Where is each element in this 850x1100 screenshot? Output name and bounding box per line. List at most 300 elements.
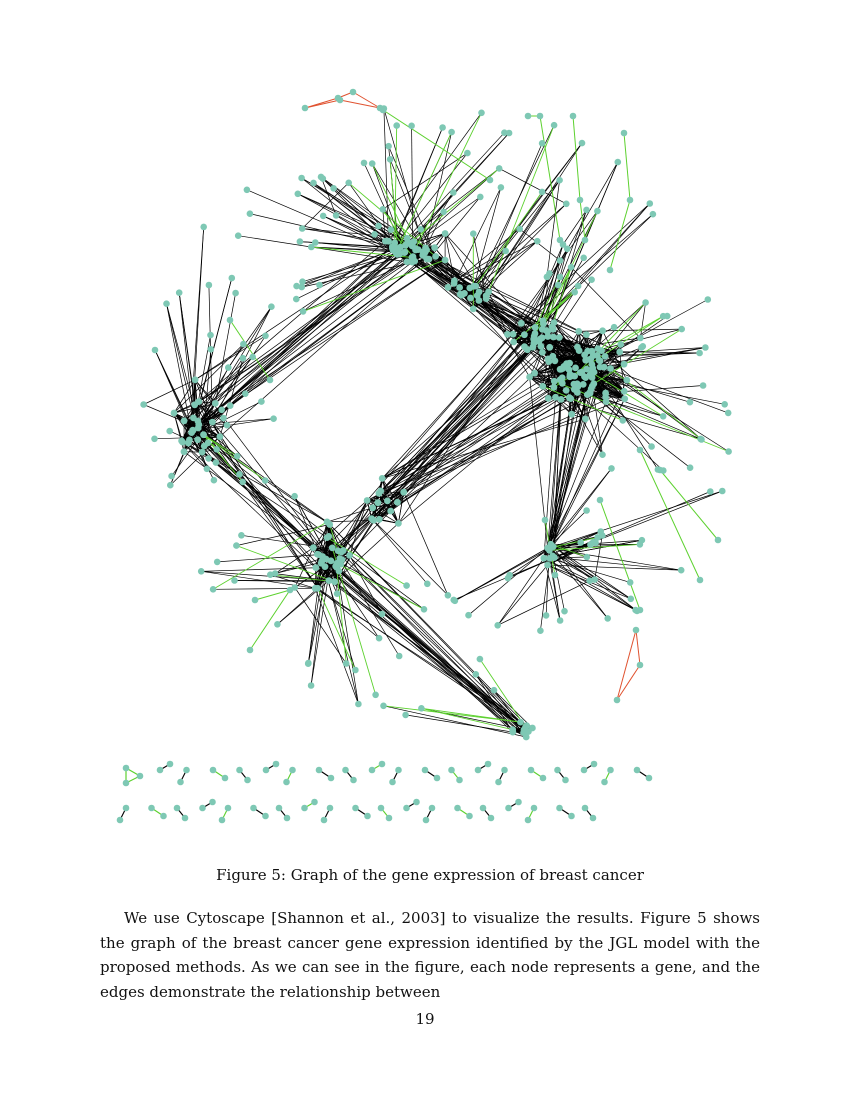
gene-node bbox=[284, 815, 291, 822]
gene-node bbox=[589, 348, 596, 355]
gene-node bbox=[192, 376, 199, 383]
gene-node bbox=[590, 815, 597, 822]
gene-node bbox=[551, 384, 558, 391]
gene-node bbox=[608, 465, 615, 472]
gene-node bbox=[401, 249, 408, 256]
gene-node bbox=[160, 813, 167, 820]
gene-node bbox=[176, 289, 183, 296]
graph-edge bbox=[327, 538, 513, 730]
gene-node bbox=[555, 282, 562, 289]
gene-node bbox=[389, 779, 396, 786]
gene-node bbox=[510, 339, 517, 346]
gene-node bbox=[544, 274, 551, 281]
gene-node bbox=[250, 805, 257, 812]
graph-edge bbox=[374, 520, 448, 595]
gene-node bbox=[336, 568, 343, 575]
gene-node bbox=[450, 597, 457, 604]
gene-node bbox=[599, 532, 606, 539]
gene-node bbox=[546, 344, 553, 351]
gene-node bbox=[384, 498, 391, 505]
gene-node bbox=[583, 207, 590, 214]
gene-node bbox=[637, 662, 644, 669]
gene-node bbox=[621, 130, 628, 137]
gene-node bbox=[587, 541, 594, 548]
gene-node bbox=[556, 805, 563, 812]
gene-node bbox=[552, 357, 559, 364]
gene-node bbox=[456, 284, 463, 291]
graph-edge bbox=[398, 335, 524, 524]
gene-node bbox=[501, 767, 508, 774]
gene-node bbox=[247, 647, 254, 654]
gene-node bbox=[422, 767, 429, 774]
gene-node bbox=[646, 775, 653, 782]
gene-node bbox=[465, 612, 472, 619]
gene-node bbox=[439, 124, 446, 131]
gene-node bbox=[185, 440, 192, 447]
gene-node bbox=[506, 130, 513, 137]
gene-node bbox=[302, 105, 309, 112]
gene-node bbox=[229, 275, 236, 282]
gene-node bbox=[364, 813, 371, 820]
gene-node bbox=[510, 331, 517, 338]
gene-node bbox=[380, 206, 387, 213]
gene-node bbox=[326, 521, 333, 528]
gene-node bbox=[319, 558, 326, 565]
gene-node bbox=[272, 570, 279, 577]
gene-node bbox=[378, 805, 385, 812]
gene-node bbox=[498, 184, 505, 191]
gene-node bbox=[238, 532, 245, 539]
graph-edge bbox=[172, 440, 198, 476]
gene-node bbox=[200, 431, 207, 438]
gene-node bbox=[168, 473, 175, 480]
gene-node bbox=[395, 767, 402, 774]
gene-node bbox=[217, 433, 224, 440]
gene-node bbox=[152, 347, 159, 354]
gene-node bbox=[295, 191, 302, 198]
gene-node bbox=[521, 343, 528, 350]
gene-node bbox=[227, 317, 234, 324]
gene-node bbox=[557, 617, 564, 624]
gene-node bbox=[531, 333, 538, 340]
gene-node bbox=[575, 328, 582, 335]
gene-node bbox=[495, 779, 502, 786]
gene-node bbox=[312, 564, 319, 571]
gene-node bbox=[556, 177, 563, 184]
page-number: 19 bbox=[415, 1010, 435, 1028]
graph-edge bbox=[489, 125, 554, 292]
gene-node bbox=[557, 274, 564, 281]
gene-node bbox=[591, 761, 598, 768]
graph-edge bbox=[426, 132, 452, 248]
graph-edge bbox=[315, 588, 358, 704]
gene-node bbox=[157, 767, 164, 774]
gene-node bbox=[379, 475, 386, 482]
gene-node bbox=[526, 374, 533, 381]
gene-node bbox=[224, 422, 231, 429]
gene-node bbox=[599, 451, 606, 458]
gene-node bbox=[582, 374, 589, 381]
gene-node bbox=[577, 197, 584, 204]
gene-node bbox=[563, 387, 570, 394]
gene-node bbox=[328, 775, 335, 782]
gene-node bbox=[320, 175, 327, 182]
gene-node bbox=[236, 767, 243, 774]
gene-node bbox=[582, 805, 589, 812]
gene-node bbox=[310, 180, 317, 187]
gene-node bbox=[391, 240, 398, 247]
graph-edge bbox=[383, 110, 490, 180]
gene-node bbox=[163, 300, 170, 307]
gene-node bbox=[199, 805, 206, 812]
gene-node bbox=[517, 719, 524, 726]
graph-edge bbox=[212, 243, 394, 422]
gene-node bbox=[212, 400, 219, 407]
graph-edge bbox=[305, 100, 340, 108]
gene-node bbox=[525, 113, 532, 120]
gene-node bbox=[537, 627, 544, 634]
graph-edge bbox=[498, 558, 544, 625]
gene-node bbox=[190, 427, 197, 434]
graph-edge bbox=[410, 133, 509, 243]
gene-node bbox=[607, 767, 614, 774]
gene-node bbox=[518, 320, 525, 327]
gene-node bbox=[568, 264, 575, 271]
graph-edge bbox=[454, 241, 537, 283]
gene-node bbox=[206, 282, 213, 289]
gene-node bbox=[602, 390, 609, 397]
gene-node bbox=[477, 194, 484, 201]
gene-node bbox=[330, 185, 337, 192]
gene-node bbox=[545, 395, 552, 402]
gene-node bbox=[333, 212, 340, 219]
gene-nodes bbox=[117, 89, 732, 824]
gene-node bbox=[607, 365, 614, 372]
gene-network-graph bbox=[100, 80, 760, 840]
gene-node bbox=[167, 761, 174, 768]
gene-node bbox=[236, 471, 243, 478]
gene-node bbox=[395, 520, 402, 527]
gene-node bbox=[506, 572, 513, 579]
gene-node bbox=[276, 805, 283, 812]
gene-node bbox=[577, 369, 584, 376]
graph-edge bbox=[318, 588, 379, 638]
gene-node bbox=[329, 545, 336, 552]
gene-node bbox=[402, 712, 409, 719]
gene-node bbox=[213, 459, 220, 466]
gene-node bbox=[247, 210, 254, 217]
gene-node bbox=[525, 817, 532, 824]
gene-node bbox=[470, 230, 477, 237]
gene-node bbox=[361, 160, 368, 167]
gene-node bbox=[267, 377, 274, 384]
gene-node bbox=[607, 267, 614, 274]
gene-node bbox=[485, 761, 492, 768]
gene-node bbox=[207, 332, 214, 339]
gene-node bbox=[488, 815, 495, 822]
gene-node bbox=[545, 358, 552, 365]
graph-edge bbox=[392, 128, 442, 249]
graph-edge bbox=[335, 582, 529, 732]
gene-node bbox=[321, 817, 328, 824]
gene-node bbox=[650, 211, 657, 218]
gene-node bbox=[604, 615, 611, 622]
gene-node bbox=[583, 366, 590, 373]
gene-node bbox=[335, 548, 342, 555]
gene-node bbox=[516, 226, 523, 233]
gene-node bbox=[316, 767, 323, 774]
gene-node bbox=[334, 590, 341, 597]
gene-node bbox=[220, 415, 227, 422]
gene-node bbox=[470, 306, 477, 313]
gene-node bbox=[544, 562, 551, 569]
gene-node bbox=[385, 238, 392, 245]
gene-node bbox=[597, 497, 604, 504]
gene-node bbox=[551, 122, 558, 129]
black-edges bbox=[120, 109, 729, 821]
gene-node bbox=[634, 767, 641, 774]
gene-node bbox=[325, 533, 332, 540]
gene-node bbox=[496, 165, 503, 172]
gene-node bbox=[570, 113, 577, 120]
gene-node bbox=[320, 213, 327, 220]
gene-node bbox=[314, 551, 321, 558]
gene-node bbox=[584, 554, 591, 561]
graph-edge bbox=[373, 342, 514, 508]
gene-node bbox=[194, 436, 201, 443]
gene-node bbox=[571, 289, 578, 296]
graph-edge bbox=[571, 267, 640, 338]
gene-node bbox=[556, 334, 563, 341]
gene-node bbox=[409, 254, 416, 261]
gene-node bbox=[225, 805, 232, 812]
gene-node bbox=[218, 407, 225, 414]
gene-node bbox=[171, 410, 178, 417]
gene-node bbox=[566, 373, 573, 380]
gene-node bbox=[167, 482, 174, 489]
gene-node bbox=[249, 354, 256, 361]
gene-node bbox=[448, 129, 455, 136]
gene-node bbox=[337, 97, 344, 104]
gene-node bbox=[581, 767, 588, 774]
gene-node bbox=[557, 376, 564, 383]
gene-node bbox=[539, 140, 546, 147]
gene-node bbox=[586, 577, 593, 584]
gene-node bbox=[557, 257, 564, 264]
gene-node bbox=[637, 541, 644, 548]
gene-node bbox=[621, 388, 628, 395]
graph-edge bbox=[378, 337, 548, 503]
graph-edge bbox=[548, 565, 682, 570]
gene-node bbox=[595, 345, 602, 352]
gene-node bbox=[575, 283, 582, 290]
gene-node bbox=[581, 352, 588, 359]
gene-node bbox=[657, 467, 664, 474]
gene-node bbox=[117, 817, 124, 824]
graph-edge bbox=[195, 405, 318, 589]
gene-node bbox=[536, 338, 543, 345]
gene-node bbox=[270, 415, 277, 422]
gene-node bbox=[209, 799, 216, 806]
gene-node bbox=[543, 612, 550, 619]
gene-node bbox=[179, 439, 186, 446]
gene-node bbox=[475, 767, 482, 774]
gene-node bbox=[376, 490, 383, 497]
gene-node bbox=[456, 777, 463, 784]
gene-node bbox=[244, 777, 251, 784]
graph-edge bbox=[553, 491, 722, 547]
gene-node bbox=[174, 805, 181, 812]
graph-edge bbox=[617, 630, 636, 700]
gene-node bbox=[181, 448, 188, 455]
graph-edge bbox=[195, 380, 336, 566]
gene-node bbox=[621, 395, 628, 402]
graph-edge bbox=[469, 548, 548, 615]
gene-node bbox=[346, 552, 353, 559]
gene-node bbox=[182, 815, 189, 822]
gene-node bbox=[474, 292, 481, 299]
gene-node bbox=[611, 324, 618, 331]
gene-node bbox=[697, 436, 704, 443]
gene-node bbox=[289, 767, 296, 774]
gene-node bbox=[434, 775, 441, 782]
gene-node bbox=[483, 295, 490, 302]
figure-caption: Figure 5: Graph of the gene expression of breast cancer bbox=[216, 866, 644, 884]
gene-node bbox=[466, 813, 473, 820]
gene-node bbox=[326, 577, 333, 584]
gene-node bbox=[240, 341, 247, 348]
gene-node bbox=[531, 805, 538, 812]
gene-node bbox=[421, 606, 428, 613]
gene-node bbox=[554, 767, 561, 774]
gene-node bbox=[549, 553, 556, 560]
gene-node bbox=[563, 201, 570, 208]
gene-node bbox=[620, 417, 627, 424]
gene-node bbox=[702, 344, 709, 351]
gene-node bbox=[227, 402, 234, 409]
gene-node bbox=[385, 143, 392, 150]
gene-node bbox=[418, 705, 425, 712]
gene-node bbox=[140, 401, 147, 408]
gene-node bbox=[225, 364, 232, 371]
gene-node bbox=[262, 813, 269, 820]
gene-node bbox=[400, 489, 407, 496]
gene-node bbox=[291, 493, 298, 500]
gene-node bbox=[457, 291, 464, 298]
graph-edge bbox=[323, 557, 513, 730]
gene-node bbox=[678, 326, 685, 333]
graph-edge bbox=[367, 380, 627, 500]
graph-edge bbox=[295, 588, 346, 664]
gene-node bbox=[298, 284, 305, 291]
graph-edge bbox=[508, 204, 650, 335]
gene-node bbox=[539, 383, 546, 390]
gene-node bbox=[311, 799, 318, 806]
gene-node bbox=[298, 175, 305, 182]
gene-node bbox=[423, 255, 430, 262]
gene-node bbox=[543, 327, 550, 334]
gene-node bbox=[390, 247, 397, 254]
gene-node bbox=[208, 346, 215, 353]
gene-node bbox=[642, 299, 649, 306]
gene-node bbox=[231, 577, 238, 584]
gene-node bbox=[198, 568, 205, 575]
graph-edge bbox=[302, 183, 349, 229]
gene-node bbox=[571, 381, 578, 388]
gene-node bbox=[505, 805, 512, 812]
gene-node bbox=[552, 572, 559, 579]
gene-node bbox=[387, 156, 394, 163]
gene-node bbox=[472, 283, 479, 290]
gene-node bbox=[638, 344, 645, 351]
graph-edge bbox=[610, 200, 630, 270]
gene-node bbox=[551, 378, 558, 385]
gene-node bbox=[621, 361, 628, 368]
gene-node bbox=[244, 187, 251, 194]
gene-node bbox=[219, 817, 226, 824]
gene-node bbox=[442, 230, 449, 237]
gene-node bbox=[478, 110, 485, 117]
graph-edge bbox=[193, 431, 319, 555]
graph-edge bbox=[636, 630, 640, 665]
graph-edge bbox=[548, 565, 637, 611]
graph-edge bbox=[540, 558, 549, 630]
gene-node bbox=[440, 209, 447, 216]
gene-node bbox=[235, 232, 242, 239]
graph-edge bbox=[217, 555, 319, 562]
gene-node bbox=[137, 773, 144, 780]
gene-node bbox=[445, 284, 452, 291]
gene-node bbox=[336, 555, 343, 562]
gene-node bbox=[707, 488, 714, 495]
gene-node bbox=[123, 780, 130, 787]
gene-node bbox=[534, 238, 541, 245]
gene-node bbox=[597, 358, 604, 365]
graph-edge bbox=[620, 352, 625, 391]
gene-node bbox=[423, 817, 430, 824]
gene-node bbox=[305, 660, 312, 667]
gene-node bbox=[177, 779, 184, 786]
graph-edge bbox=[617, 665, 640, 700]
gene-node bbox=[308, 682, 315, 689]
gene-node bbox=[375, 223, 382, 230]
gene-node bbox=[547, 541, 554, 548]
gene-node bbox=[616, 349, 623, 356]
gene-node bbox=[627, 579, 634, 586]
gene-node bbox=[594, 208, 601, 215]
gene-node bbox=[350, 777, 357, 784]
gene-node bbox=[369, 160, 376, 167]
gene-node bbox=[242, 390, 249, 397]
graph-edge bbox=[573, 116, 580, 200]
gene-node bbox=[372, 692, 379, 699]
gene-node bbox=[404, 235, 411, 242]
gene-node bbox=[371, 231, 378, 238]
gene-node bbox=[210, 586, 217, 593]
gene-node bbox=[705, 296, 712, 303]
gene-node bbox=[574, 389, 581, 396]
gene-node bbox=[310, 544, 317, 551]
gene-node bbox=[647, 200, 654, 207]
gene-node bbox=[123, 765, 130, 772]
gene-node bbox=[687, 464, 694, 471]
gene-node bbox=[183, 767, 190, 774]
gene-node bbox=[312, 585, 319, 592]
gene-node bbox=[721, 401, 728, 408]
gene-node bbox=[700, 382, 707, 389]
gene-node bbox=[386, 815, 393, 822]
gene-node bbox=[262, 333, 269, 340]
